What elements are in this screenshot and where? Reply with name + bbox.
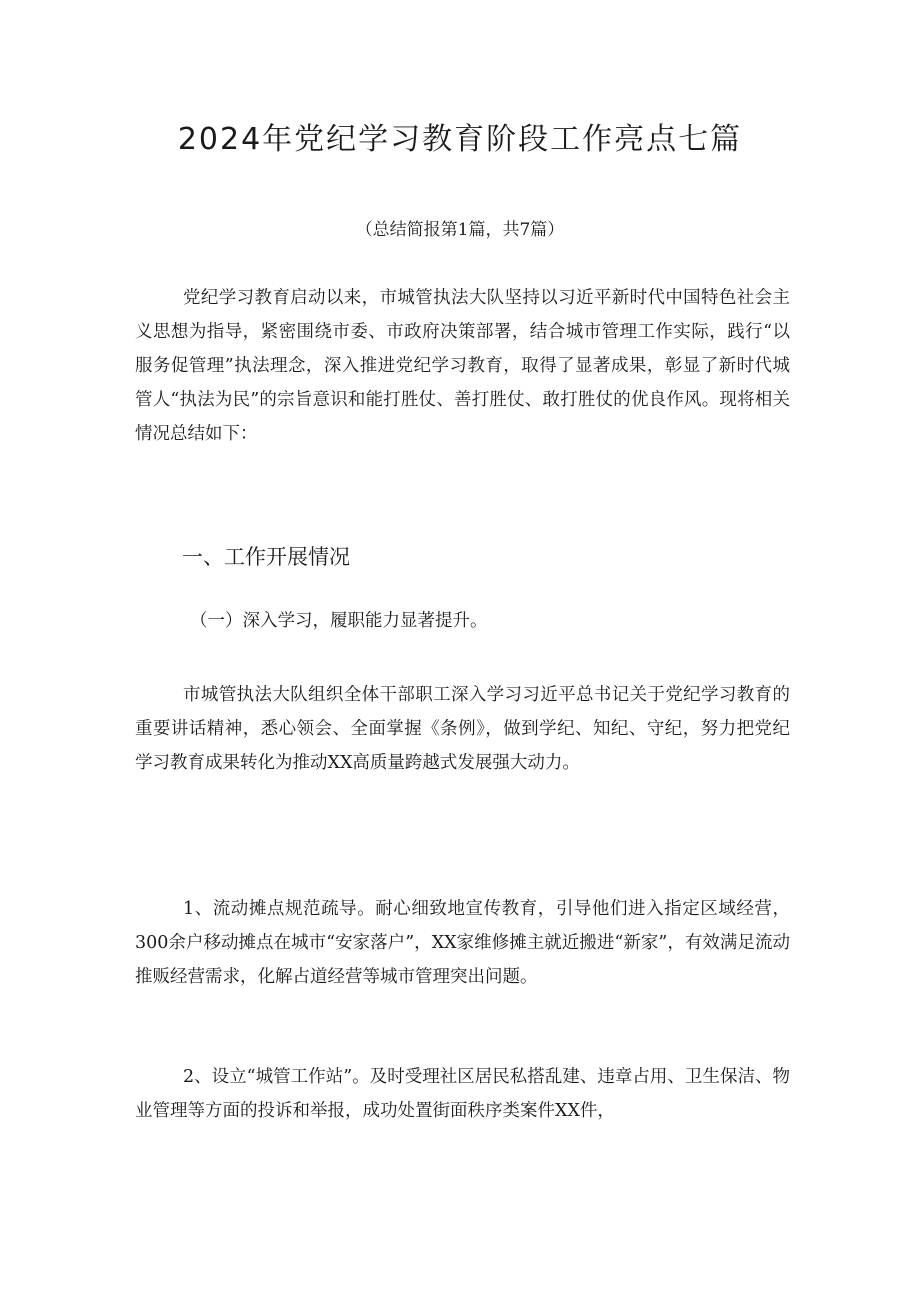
list-item-2-paragraph: 2、设立“城管工作站”。及时受理社区居民私搭乱建、违章占用、卫生保洁、物业管理等方面的投诉和举报，成功处置街面秩序类案件XX件， [135,1067,790,1121]
intro-paragraph: 党纪学习教育启动以来，市城管执法大队坚持以习近平新时代中国特色社会主义思想为指导，紧密围绕市委、市政府决策部署，结合城市管理工作实际，践行“以服务促管理”执法理念，深入推进党纪学习教育，取得了显著成果，彰显了新时代城管人“执法为民”的宗旨意识和能打胜仗、善打胜仗、敢打胜仗的优良作风。现将相关情况总结如下： [135,288,790,444]
document-title: 2024年党纪学习教育阶段工作亮点七篇 [177,122,743,157]
list-item-1-paragraph: 1、流动摊点规范疏导。耐心细致地宣传教育，引导他们进入指定区域经营，300余户移动摊点在城市“安家落户”，XX家维修摊主就近搬进“新家”，有效满足流动推贩经营需求，化解占道经营等城市管理突出问题。 [135,899,790,987]
document-subtitle: （总结简报第1篇，共7篇） [355,220,565,240]
subsection-body-paragraph: 市城管执法大队组织全体干部职工深入学习习近平总书记关于党纪学习教育的重要讲话精神，悉心领会、全面掌握《条例》，做到学纪、知纪、守纪，努力把党纪学习教育成果转化为推动XX高质量跨越式发展强大动力。 [135,685,790,773]
subsection-heading: （一）深入学习，履职能力显著提升。 [190,611,488,631]
section-heading: 一、工作开展情况 [182,545,350,569]
